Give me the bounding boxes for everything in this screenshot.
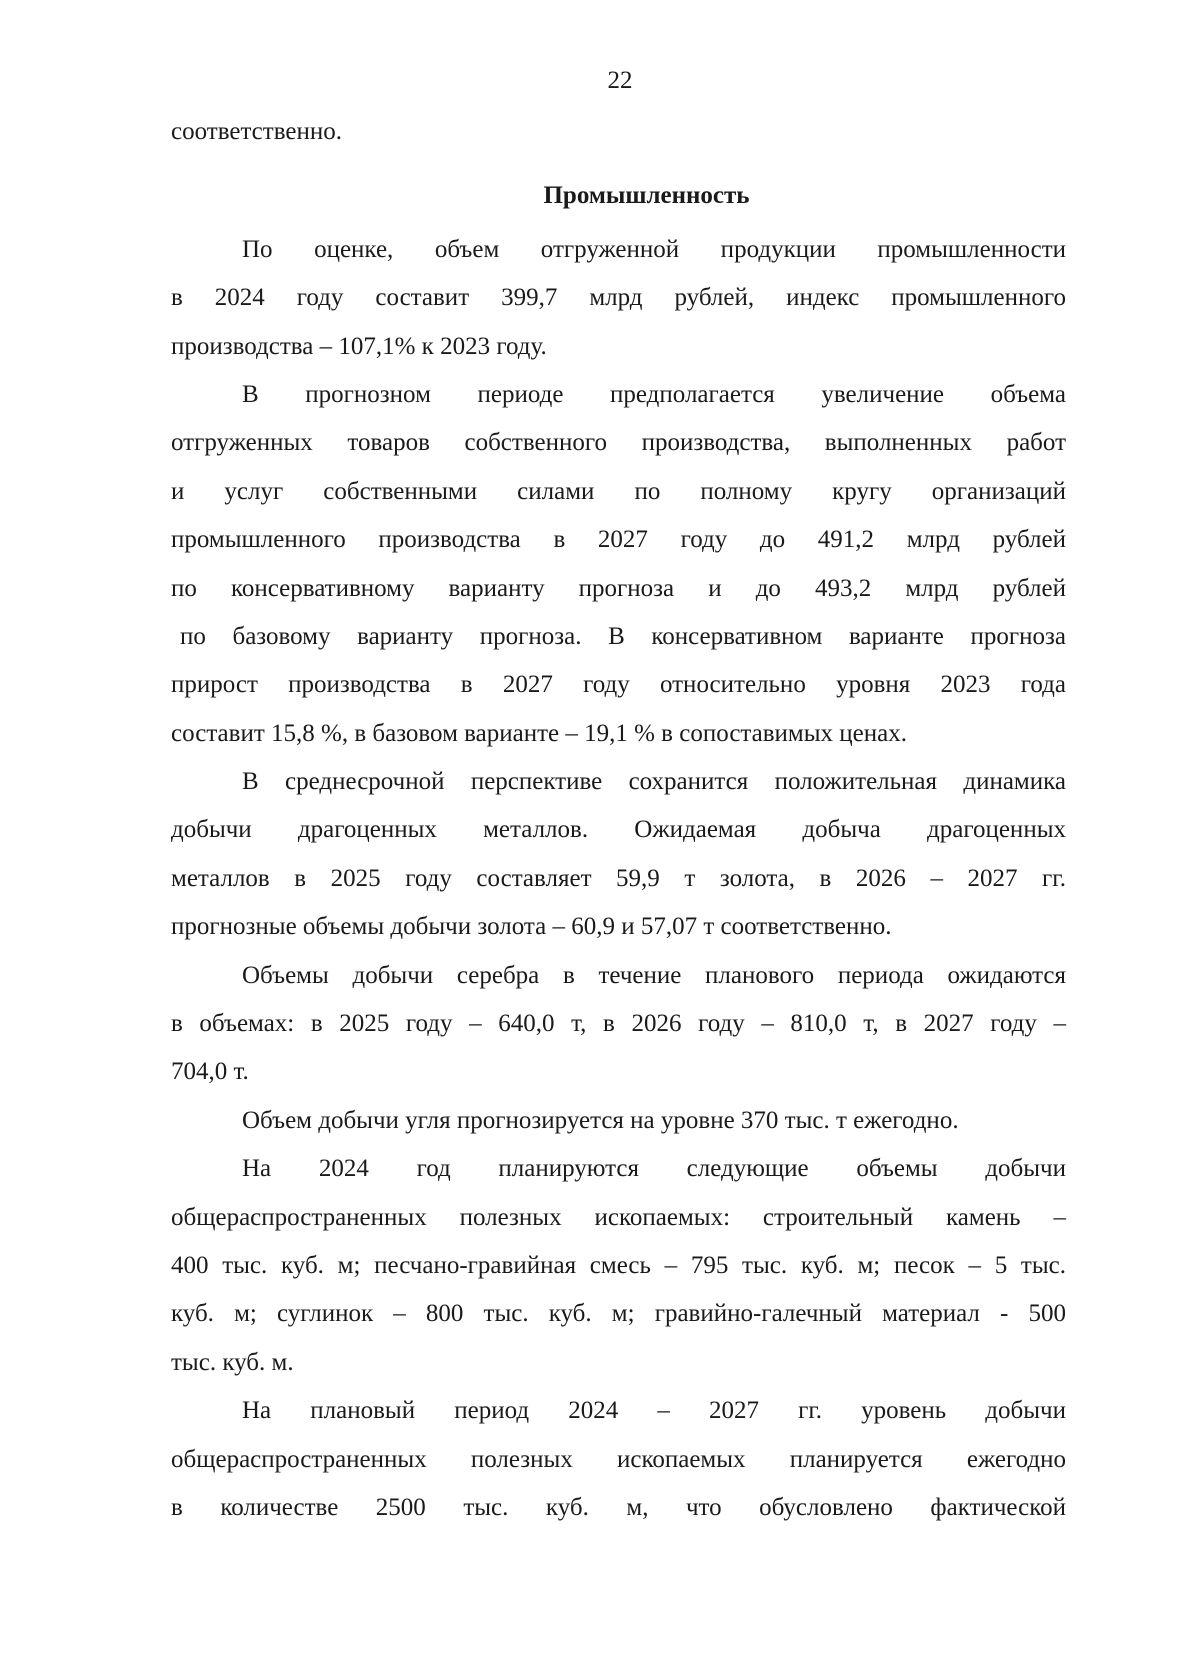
body-text (171, 108, 1066, 1532)
paragraph-line: производства – 107,1% к 2023 году. (171, 332, 547, 360)
paragraph-line: Объем добычи угля прогнозируется на уровне 370 тыс. т ежегодно. (242, 1106, 959, 1134)
paragraph-line: составит 15,8 %, в базовом варианте – 19,1 % в сопоставимых ценах. (171, 719, 907, 747)
paragraph-line: металлов в 2025 году составляет 59,9 т золота, в 2026 – 2027 гг. (171, 864, 1066, 892)
page-number: 22 (607, 67, 633, 94)
paragraph-line: тыс. куб. м. (171, 1348, 294, 1376)
paragraph-line: в количестве 2500 тыс. куб. м, что обусловлено фактической (171, 1493, 1066, 1521)
paragraph-line: в объемах: в 2025 году – 640,0 т, в 2026 году – 810,0 т, в 2027 году – (171, 1010, 1066, 1038)
paragraph (171, 758, 1066, 952)
paragraph-line: В прогнозном периоде предполагается увеличение объема (242, 380, 1066, 408)
carryover-line: соответственно. (171, 118, 342, 145)
paragraph (171, 226, 1066, 371)
paragraph (171, 952, 1066, 1097)
paragraph-line: в 2024 году составит 399,7 млрд рублей, индекс промышленного (171, 284, 1066, 312)
paragraph-line: 704,0 т. (171, 1058, 249, 1086)
paragraph-line: отгруженных товаров собственного производства, выполненных работ (171, 429, 1066, 457)
section-heading: Промышленность (543, 182, 750, 210)
paragraph-line: по базовому варианту прогноза. В консервативном варианте прогноза (180, 622, 1066, 650)
paragraph-line: 400 тыс. куб. м; песчано-гравийная смесь – 795 тыс. куб. м; песок – 5 тыс. (171, 1251, 1066, 1279)
paragraph-line: общераспространенных полезных ископаемых: строительный камень – (171, 1203, 1066, 1231)
paragraph (171, 371, 1066, 758)
paragraph-line: В среднесрочной перспективе сохранится положительная динамика (242, 768, 1066, 796)
paragraph-line: прирост производства в 2027 году относительно уровня 2023 года (171, 671, 1066, 699)
paragraph-line: По оценке, объем отгруженной продукции промышленности (242, 235, 1066, 263)
paragraph-line: На 2024 год планируются следующие объемы добычи (242, 1155, 1066, 1183)
paragraph-line: прогнозные объемы добычи золота – 60,9 и 57,07 т соответственно. (171, 913, 892, 941)
paragraph-line: На плановый период 2024 – 2027 гг. уровень добычи (242, 1397, 1066, 1425)
paragraph-line: общераспространенных полезных ископаемых планируется ежегодно (171, 1445, 1066, 1473)
paragraph (171, 1387, 1066, 1532)
paragraph-line: добычи драгоценных металлов. Ожидаемая добыча драгоценных (171, 816, 1066, 844)
paragraph (171, 1097, 1066, 1145)
paragraph-line: и услуг собственными силами по полному кругу организаций (171, 477, 1066, 505)
paragraph-line: куб. м; суглинок – 800 тыс. куб. м; гравийно-галечный материал - 500 (171, 1300, 1066, 1328)
paragraph (171, 1145, 1066, 1387)
paragraph-line: по консервативному варианту прогноза и до 493,2 млрд рублей (171, 574, 1066, 602)
paragraph-line: Объемы добычи серебра в течение планового периода ожидаются (242, 961, 1066, 989)
paragraph-line: промышленного производства в 2027 году до 491,2 млрд рублей (171, 526, 1066, 554)
